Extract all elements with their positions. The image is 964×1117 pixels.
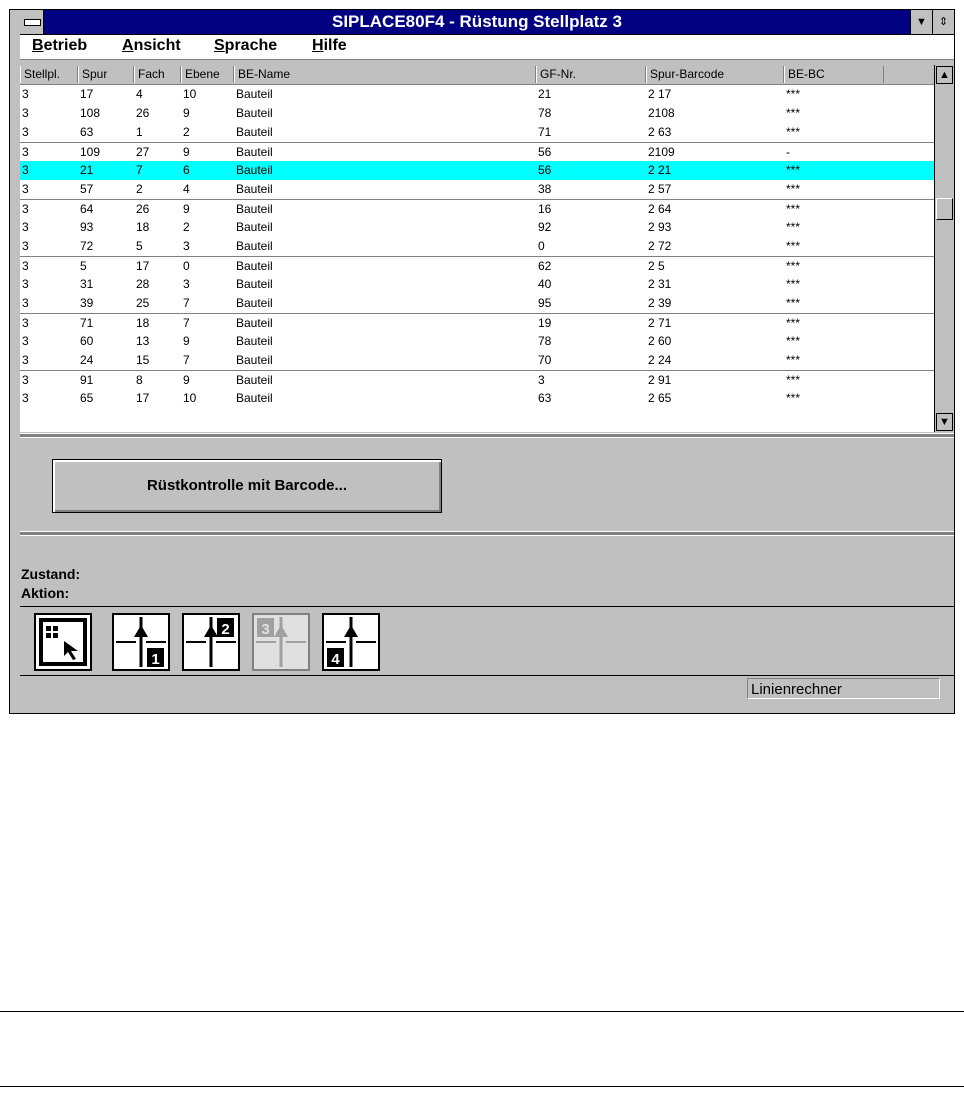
table-row[interactable] [20, 351, 934, 370]
table-cell: Bauteil [236, 277, 273, 291]
table-cell: 2 17 [648, 87, 672, 101]
table-cell: 62 [538, 259, 552, 273]
table-cell: 63 [80, 125, 94, 139]
page-rule-bottom [0, 1086, 964, 1087]
table-cell: - [786, 145, 790, 159]
table-cell: 3 [22, 296, 29, 310]
column-header-be-bc[interactable]: BE-BC [784, 66, 884, 83]
table-cell: 17 [136, 391, 150, 405]
table-cell: 2 64 [648, 202, 672, 216]
table-cell: 71 [538, 125, 552, 139]
svg-text:4: 4 [331, 651, 340, 668]
table-cell: 19 [538, 316, 552, 330]
table-cell: 3 [22, 125, 29, 139]
table-cell: 24 [80, 353, 94, 367]
table-cell: Bauteil [236, 220, 273, 234]
table-cell: 2109 [648, 145, 675, 159]
menu-sprache[interactable] [214, 37, 277, 55]
triangle-down-icon: ▼ [916, 16, 927, 28]
table-row[interactable] [20, 161, 934, 180]
table-cell: 13 [136, 334, 150, 348]
table-cell: 109 [80, 145, 101, 159]
table-cell: *** [786, 277, 801, 291]
table-row[interactable] [20, 199, 934, 219]
divider-bottom [20, 531, 954, 536]
table-cell: *** [786, 316, 801, 330]
menu-ansicht-hotkey: A [122, 37, 134, 54]
station-2-icon [184, 615, 238, 669]
table-cell: *** [786, 202, 801, 216]
table-cell: 7 [136, 163, 143, 177]
vertical-scrollbar[interactable] [934, 65, 954, 432]
menu-bar [20, 35, 954, 60]
table-cell: *** [786, 373, 801, 387]
table-cell: 0 [538, 239, 545, 253]
station-4-button[interactable] [322, 613, 380, 671]
table-cell: 9 [183, 202, 190, 216]
window-title: SIPLACE80F4 - Rüstung Stellplatz 3 [332, 12, 622, 31]
table-cell: 31 [80, 277, 94, 291]
restore-icon: ⇕ [938, 16, 949, 28]
table-cell: 56 [538, 163, 552, 177]
table-cell: 0 [183, 259, 190, 273]
table-cell: 2 [183, 125, 190, 139]
station-1-icon [114, 615, 168, 669]
table-cell: 3 [538, 373, 545, 387]
table-cell: 9 [183, 145, 190, 159]
table-cell: *** [786, 163, 801, 177]
menu-hilfe-hotkey: H [312, 37, 324, 54]
system-menu-button[interactable] [20, 10, 44, 34]
table-cell: 3 [22, 353, 29, 367]
menu-betrieb-hotkey: B [32, 37, 44, 54]
table-cell: 5 [136, 239, 143, 253]
table-cell: 1 [136, 125, 143, 139]
menu-hilfe[interactable] [312, 37, 347, 55]
menu-hilfe-label: ilfe [323, 37, 347, 54]
table-cell: 39 [80, 296, 94, 310]
table-cell: 2 93 [648, 220, 672, 234]
table-cell: 2108 [648, 106, 675, 120]
table-cell: 70 [538, 353, 552, 367]
table-cell: 63 [538, 391, 552, 405]
table-cell: Bauteil [236, 239, 273, 253]
table-cell: *** [786, 106, 801, 120]
select-pointer-icon [36, 615, 90, 669]
minimize-button[interactable] [910, 10, 932, 34]
table-cell: 3 [22, 145, 29, 159]
table-row[interactable] [20, 142, 934, 162]
table-cell: 9 [183, 373, 190, 387]
table-cell: 5 [80, 259, 87, 273]
table-cell: Bauteil [236, 145, 273, 159]
svg-text:2: 2 [221, 621, 230, 638]
table-cell: *** [786, 239, 801, 253]
table-row[interactable] [20, 104, 934, 123]
table-cell: *** [786, 353, 801, 367]
table-cell: 4 [183, 182, 190, 196]
table-cell: 2 65 [648, 391, 672, 405]
table-cell: 2 72 [648, 239, 672, 253]
menu-ansicht-label: nsicht [133, 37, 181, 54]
table-cell: Bauteil [236, 163, 273, 177]
table-cell: 2 63 [648, 125, 672, 139]
table-cell: 7 [183, 296, 190, 310]
table-row[interactable] [20, 275, 934, 294]
table-cell: 38 [538, 182, 552, 196]
table-cell: *** [786, 220, 801, 234]
table-cell: Bauteil [236, 296, 273, 310]
table-row[interactable] [20, 180, 934, 199]
table-cell: 3 [22, 239, 29, 253]
table-cell: 2 71 [648, 316, 672, 330]
table-cell: *** [786, 87, 801, 101]
table-cell: Bauteil [236, 334, 273, 348]
table-cell: 21 [538, 87, 552, 101]
table-cell: 64 [80, 202, 94, 216]
column-header-ebene[interactable]: Ebene [181, 66, 234, 83]
title-bar[interactable] [20, 10, 954, 35]
select-tool-button[interactable] [34, 613, 92, 671]
table-cell: 3 [22, 87, 29, 101]
column-header-gf-nr[interactable]: GF-Nr. [536, 66, 646, 83]
table-header [20, 65, 934, 85]
table-cell: 17 [136, 259, 150, 273]
table-cell: 16 [538, 202, 552, 216]
scroll-down-button[interactable] [936, 413, 953, 431]
table-cell: 3 [183, 239, 190, 253]
table-cell: 9 [183, 106, 190, 120]
table-row[interactable] [20, 313, 934, 333]
table-cell: 3 [22, 182, 29, 196]
table-cell: 28 [136, 277, 150, 291]
table-row[interactable] [20, 389, 934, 408]
table-cell: Bauteil [236, 106, 273, 120]
table-cell: 2 31 [648, 277, 672, 291]
table-cell: 57 [80, 182, 94, 196]
table-cell: 3 [22, 277, 29, 291]
table-cell: Bauteil [236, 373, 273, 387]
table-cell: 26 [136, 106, 150, 120]
page-rule-top [0, 1011, 964, 1012]
application-window [20, 10, 954, 704]
computer-status-panel: Linienrechner [747, 678, 940, 699]
table-cell: 2 24 [648, 353, 672, 367]
table-cell: 3 [22, 334, 29, 348]
table-row[interactable] [20, 332, 934, 351]
table-cell: 91 [80, 373, 94, 387]
scroll-up-button[interactable] [936, 66, 953, 84]
table-cell: 40 [538, 277, 552, 291]
table-cell: *** [786, 391, 801, 405]
table-cell: Bauteil [236, 391, 273, 405]
table-row[interactable] [20, 237, 934, 256]
table-cell: 15 [136, 353, 150, 367]
table-cell: 3 [22, 316, 29, 330]
table-row[interactable] [20, 294, 934, 313]
table-cell: 72 [80, 239, 94, 253]
table-cell: 6 [183, 163, 190, 177]
table-row[interactable] [20, 85, 934, 104]
table-cell: *** [786, 259, 801, 273]
table-cell: 2 39 [648, 296, 672, 310]
table-cell: 4 [136, 87, 143, 101]
table-cell: 10 [183, 87, 197, 101]
table-cell: Bauteil [236, 87, 273, 101]
table-cell: 92 [538, 220, 552, 234]
table-cell: *** [786, 182, 801, 196]
station-3-button[interactable] [252, 613, 310, 671]
menu-betrieb-label: etrieb [43, 37, 88, 54]
table-cell: 26 [136, 202, 150, 216]
table-cell: 9 [183, 334, 190, 348]
table-cell: 3 [22, 373, 29, 387]
table-cell: *** [786, 125, 801, 139]
table-row[interactable] [20, 256, 934, 276]
table-cell: 2 60 [648, 334, 672, 348]
table-cell: 71 [80, 316, 94, 330]
system-menu-icon [24, 19, 41, 26]
table-cell: 2 5 [648, 259, 665, 273]
column-header-fach[interactable]: Fach [134, 66, 181, 83]
table-cell: 21 [80, 163, 94, 177]
station-toolbar [20, 606, 954, 676]
zustand-label: Zustand: [21, 566, 81, 582]
aktion-label: Aktion: [21, 585, 70, 601]
status-bar [20, 676, 954, 704]
column-header-spur-barcode[interactable]: Spur-Barcode [646, 66, 784, 83]
station-1-button[interactable] [112, 613, 170, 671]
table-cell: 17 [80, 87, 94, 101]
arrow-down-icon: ▼ [939, 416, 950, 428]
table-row[interactable] [20, 123, 934, 142]
table-cell: 2 [183, 220, 190, 234]
table-row[interactable] [20, 218, 934, 237]
table-cell: 2 57 [648, 182, 672, 196]
arrow-up-icon: ▲ [939, 69, 950, 81]
menu-sprache-hotkey: S [214, 37, 225, 54]
table-cell: 95 [538, 296, 552, 310]
table-cell: Bauteil [236, 259, 273, 273]
table-cell: 78 [538, 106, 552, 120]
table-cell: 108 [80, 106, 101, 120]
column-header-spur[interactable]: Spur [78, 66, 134, 83]
table-cell: 18 [136, 220, 150, 234]
station-3-icon [254, 615, 308, 669]
table-cell: 3 [22, 202, 29, 216]
station-2-button[interactable] [182, 613, 240, 671]
column-header-be-name[interactable]: BE-Name [234, 66, 536, 83]
table-row[interactable] [20, 370, 934, 390]
column-header-stellpl[interactable]: Stellpl. [20, 66, 78, 83]
table-cell: Bauteil [236, 353, 273, 367]
table-cell: 3 [183, 277, 190, 291]
restore-button[interactable] [932, 10, 954, 34]
svg-text:1: 1 [151, 651, 160, 668]
scroll-thumb[interactable] [936, 198, 953, 220]
table-cell: *** [786, 296, 801, 310]
table-cell: 3 [22, 220, 29, 234]
menu-sprache-label: prache [224, 37, 278, 54]
divider-top [20, 433, 954, 438]
table-cell: 2 [136, 182, 143, 196]
table-cell: 78 [538, 334, 552, 348]
table-cell: 65 [80, 391, 94, 405]
table-cell: Bauteil [236, 182, 273, 196]
table-cell: 2 21 [648, 163, 672, 177]
table-cell: 3 [22, 163, 29, 177]
table-cell: Bauteil [236, 316, 273, 330]
table-cell: 93 [80, 220, 94, 234]
station-4-icon [324, 615, 378, 669]
table-cell: 56 [538, 145, 552, 159]
table-cell: 27 [136, 145, 150, 159]
table-cell: 3 [22, 106, 29, 120]
table-cell: 8 [136, 373, 143, 387]
menu-ansicht[interactable] [122, 37, 181, 55]
table-cell: 18 [136, 316, 150, 330]
table-cell: 25 [136, 296, 150, 310]
table-cell: 7 [183, 353, 190, 367]
setup-table[interactable] [20, 65, 934, 432]
table-cell: 60 [80, 334, 94, 348]
table-cell: 7 [183, 316, 190, 330]
table-cell: *** [786, 334, 801, 348]
table-cell: 10 [183, 391, 197, 405]
table-cell: 3 [22, 391, 29, 405]
table-cell: 2 91 [648, 373, 672, 387]
svg-text:3: 3 [261, 621, 270, 638]
menu-betrieb[interactable] [32, 37, 87, 55]
table-cell: Bauteil [236, 202, 273, 216]
table-cell: Bauteil [236, 125, 273, 139]
barcode-check-button[interactable]: Rüstkontrolle mit Barcode... [52, 459, 442, 513]
table-cell: 3 [22, 259, 29, 273]
